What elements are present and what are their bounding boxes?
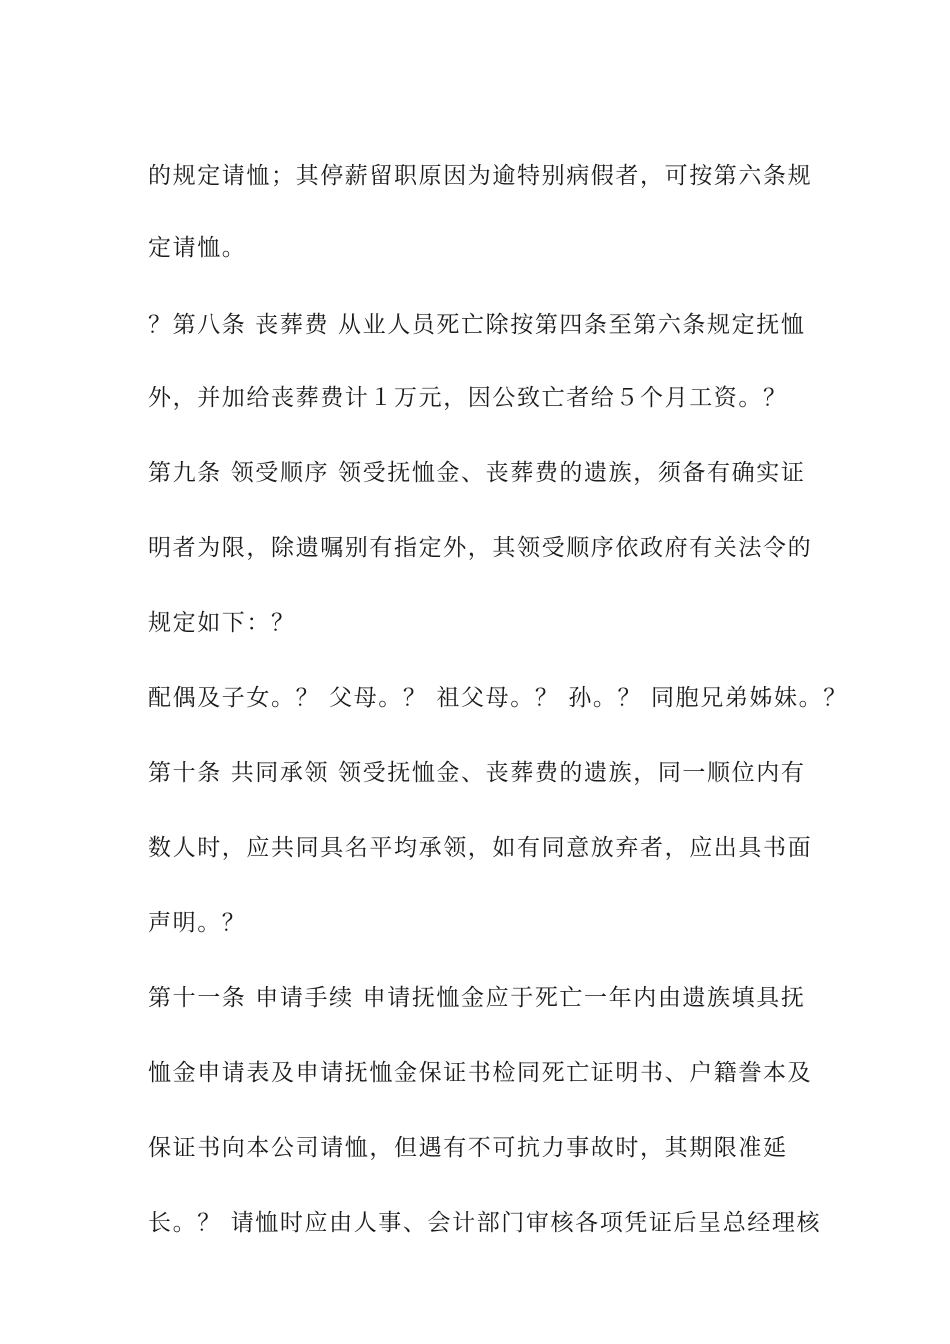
text-line: 第十条 共同承领 领受抚恤金、丧葬费的遗族，同一顺位内有 (148, 760, 806, 786)
text-line: 声明。？ (148, 910, 247, 936)
text-line: 恤金申请表及申请抚恤金保证书检同死亡证明书、户籍誊本及 (148, 1060, 813, 1086)
text-line: 数人时，应共同具名平均承领，如有同意放弃者，应出具书面 (148, 835, 813, 861)
text-line: 第十一条 申请手续 申请抚恤金应于死亡一年内由遗族填具抚 (148, 985, 806, 1011)
text-line: 规定如下：？ (148, 610, 296, 636)
text-line: ？第八条 丧葬费 从业人员死亡除按第四条至第六条规定抚恤 (148, 312, 806, 338)
text-line: 定请恤。 (148, 235, 247, 261)
text-line: 配偶及子女。？ 父母。？ 祖父母。？ 孙。？ 同胞兄弟姊妹。？ (148, 685, 848, 711)
text-line: 明者为限，除遗嘱别有指定外，其领受顺序依政府有关法令的 (148, 535, 813, 561)
text-line: 长。？ 请恤时应由人事、会计部门审核各项凭证后呈总经理核 (148, 1210, 822, 1236)
text-line: 外，并加给丧葬费计１万元，因公致亡者给５个月工资。？ (148, 385, 788, 411)
text-line: 保证书向本公司请恤，但遇有不可抗力事故时，其期限准延 (148, 1135, 788, 1161)
text-line: 第九条 领受顺序 领受抚恤金、丧葬费的遗族，须备有确实证 (148, 460, 806, 486)
text-line: 的规定请恤；其停薪留职原因为逾特别病假者，可按第六条规 (148, 163, 813, 189)
